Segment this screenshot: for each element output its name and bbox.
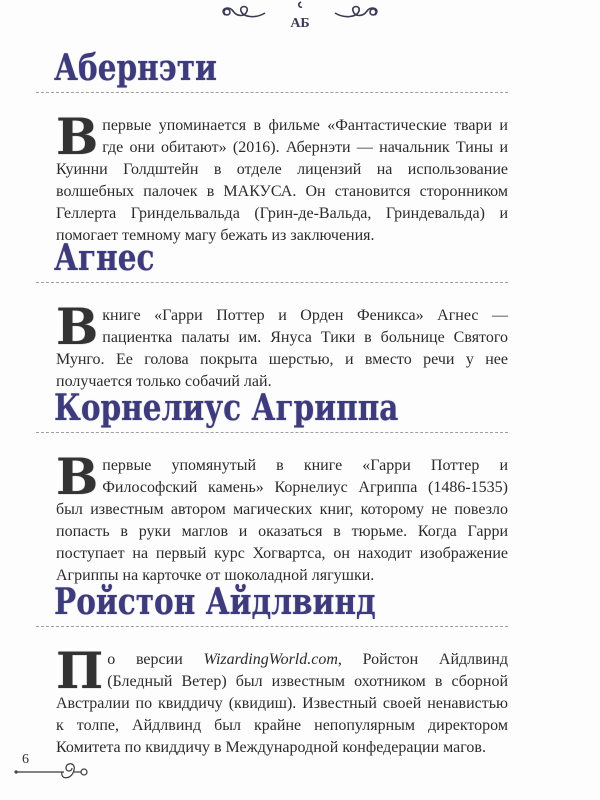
entry-title: Абернэти (54, 47, 217, 89)
source-name: WizardingWorld.com (203, 651, 338, 668)
page-footer (14, 752, 94, 782)
dropcap: В (56, 107, 99, 166)
entry-idlewind (36, 580, 508, 759)
entry-title: Ройстон Айдлвинд (54, 581, 376, 623)
entry-text: о версии (107, 651, 204, 668)
section-letters: АБ (290, 16, 310, 31)
entry-body (56, 447, 508, 587)
entry-text: , Ройстон Айдлвинд (Бледный Ветер) был известным охотником в сборной Австралии по квиддичу (квидиш). Известный своей ненавистью к толпе, Айдлвинд был крайне непопулярным директором Комитета по квиддичу в Международной конфедерации магов. (56, 651, 508, 756)
entry-abernathy (36, 46, 508, 247)
entry-body (56, 297, 508, 393)
entry-text: книге «Гарри Поттер и Орден Феникса» Агнес — пациентка палаты им. Януса Тики в больнице Святого Мунго. Ее голова покрыта шерстью, и вместо речи у нее получается только собачий лай. (56, 307, 508, 390)
entry-agrippa (36, 386, 508, 587)
flourish-ornament-icon (14, 752, 94, 782)
header-ornament (200, 0, 400, 38)
entry-body (56, 107, 508, 247)
entry-body (56, 641, 508, 759)
divider (36, 92, 508, 93)
divider (36, 626, 508, 627)
dropcap: П (56, 641, 104, 700)
entry-title: Агнес (54, 237, 155, 279)
entry-agnes (36, 236, 508, 393)
dropcap: В (56, 447, 99, 506)
divider (36, 432, 508, 433)
entry-text: первые упомянутый в книге «Гарри Поттер и Философский камень» Корнелиус Агриппа (1486-1535) был известным автором магических книг, которому не повезло попасть в руки маглов и оказаться в тюрьме. Когда Гарри поступает на первый курс Хогвартса, он находит изображение Агриппы на карточке от шоколадной лягушки. (56, 457, 508, 584)
page-number: 6 (22, 752, 29, 767)
entry-text: первые упоминается в фильме «Фантастические твари и где они обитают» (2016). Абернэти — начальник Тины и Куинни Голдштейн в отделе лицензий на использование волшебных палочек в МАКУСА. Он становится сторонником Геллерта Гриндельвальда (Грин-де-Вальда, Гриндевальда) и помогает темному магу бежать из заключения. (56, 117, 508, 244)
dropcap: В (56, 297, 99, 356)
entry-title: Корнелиус Агриппа (54, 387, 399, 429)
divider (36, 282, 508, 283)
